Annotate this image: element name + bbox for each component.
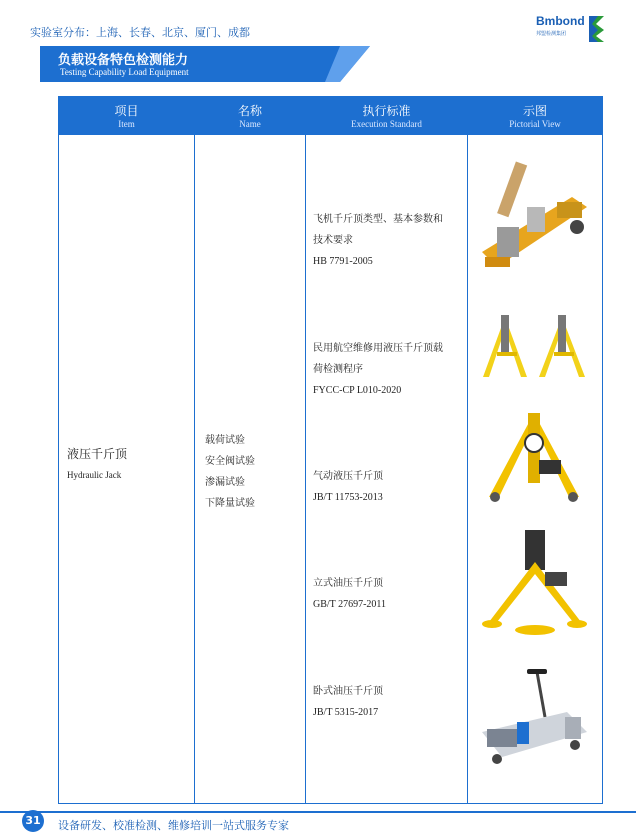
col-header-item: 项目 Item: [114, 104, 139, 129]
vertical-jack-photo: [477, 522, 592, 637]
table-header: [59, 97, 602, 135]
footer-rule: [0, 811, 636, 813]
test-name: 安全阀试验: [205, 456, 255, 467]
labs-location-text: 实验室分布：上海、长春、北京、厦门、成都: [30, 26, 250, 39]
pneumatic-jack-photo: [477, 405, 592, 505]
section-banner: [40, 46, 370, 82]
standard-entry: 气动液压千斤顶 JB/T 11753-2013: [313, 466, 463, 508]
brand-mark-icon: [586, 14, 608, 44]
footer-slogan: 设备研发、校准检测、维修培训一站式服务专家: [58, 819, 289, 832]
item-name-en: Hydraulic Jack: [67, 470, 122, 480]
item-cell: [67, 445, 127, 480]
standard-entry: 飞机千斤顶类型、基本参数和 技术要求 HB 7791-2005: [313, 209, 463, 272]
section-title: 负载设备特色检测能力: [58, 53, 189, 68]
section-subtitle: Testing Capability Load Equipment: [60, 67, 189, 77]
col-header-standard: 执行标准 Execution Standard: [351, 104, 422, 129]
capability-table: [58, 96, 603, 804]
standard-code: JB/T 5315-2017: [313, 707, 379, 718]
page-number: 31: [22, 810, 44, 832]
brand-subname: 邦盟检测集团: [536, 31, 567, 37]
horizontal-jack-photo: [477, 667, 592, 772]
standard-entry: 民用航空维修用液压千斤顶载 荷检测程序 FYCC-CP L010-2020: [313, 338, 463, 401]
standard-code: GB/T 27697-2011: [313, 599, 387, 610]
test-name: 下降量试验: [205, 498, 255, 509]
test-name: 渗漏试验: [205, 477, 245, 488]
standard-code: FYCC-CP L010-2020: [313, 385, 402, 396]
brand-wordmark: Bmbond: [536, 14, 585, 28]
brand-logo: [536, 14, 608, 44]
col-header-picture: 示图 Pictorial View: [509, 104, 561, 129]
aircraft-jack-photo: [477, 157, 592, 282]
tripod-jacks-photo: [477, 307, 592, 387]
column-divider: [305, 97, 306, 803]
col-header-name: 名称 Name: [237, 104, 262, 129]
test-names-cell: [205, 430, 255, 514]
standard-code: JB/T 11753-2013: [313, 492, 383, 503]
column-divider: [467, 97, 468, 803]
standard-entry: 立式油压千斤顶 GB/T 27697-2011: [313, 573, 463, 615]
column-divider: [194, 97, 195, 803]
test-name: 载荷试验: [205, 435, 245, 446]
standard-entry: 卧式油压千斤顶 JB/T 5315-2017: [313, 681, 463, 723]
item-name-zh: 液压千斤顶: [67, 447, 128, 461]
standard-code: HB 7791-2005: [313, 256, 373, 267]
